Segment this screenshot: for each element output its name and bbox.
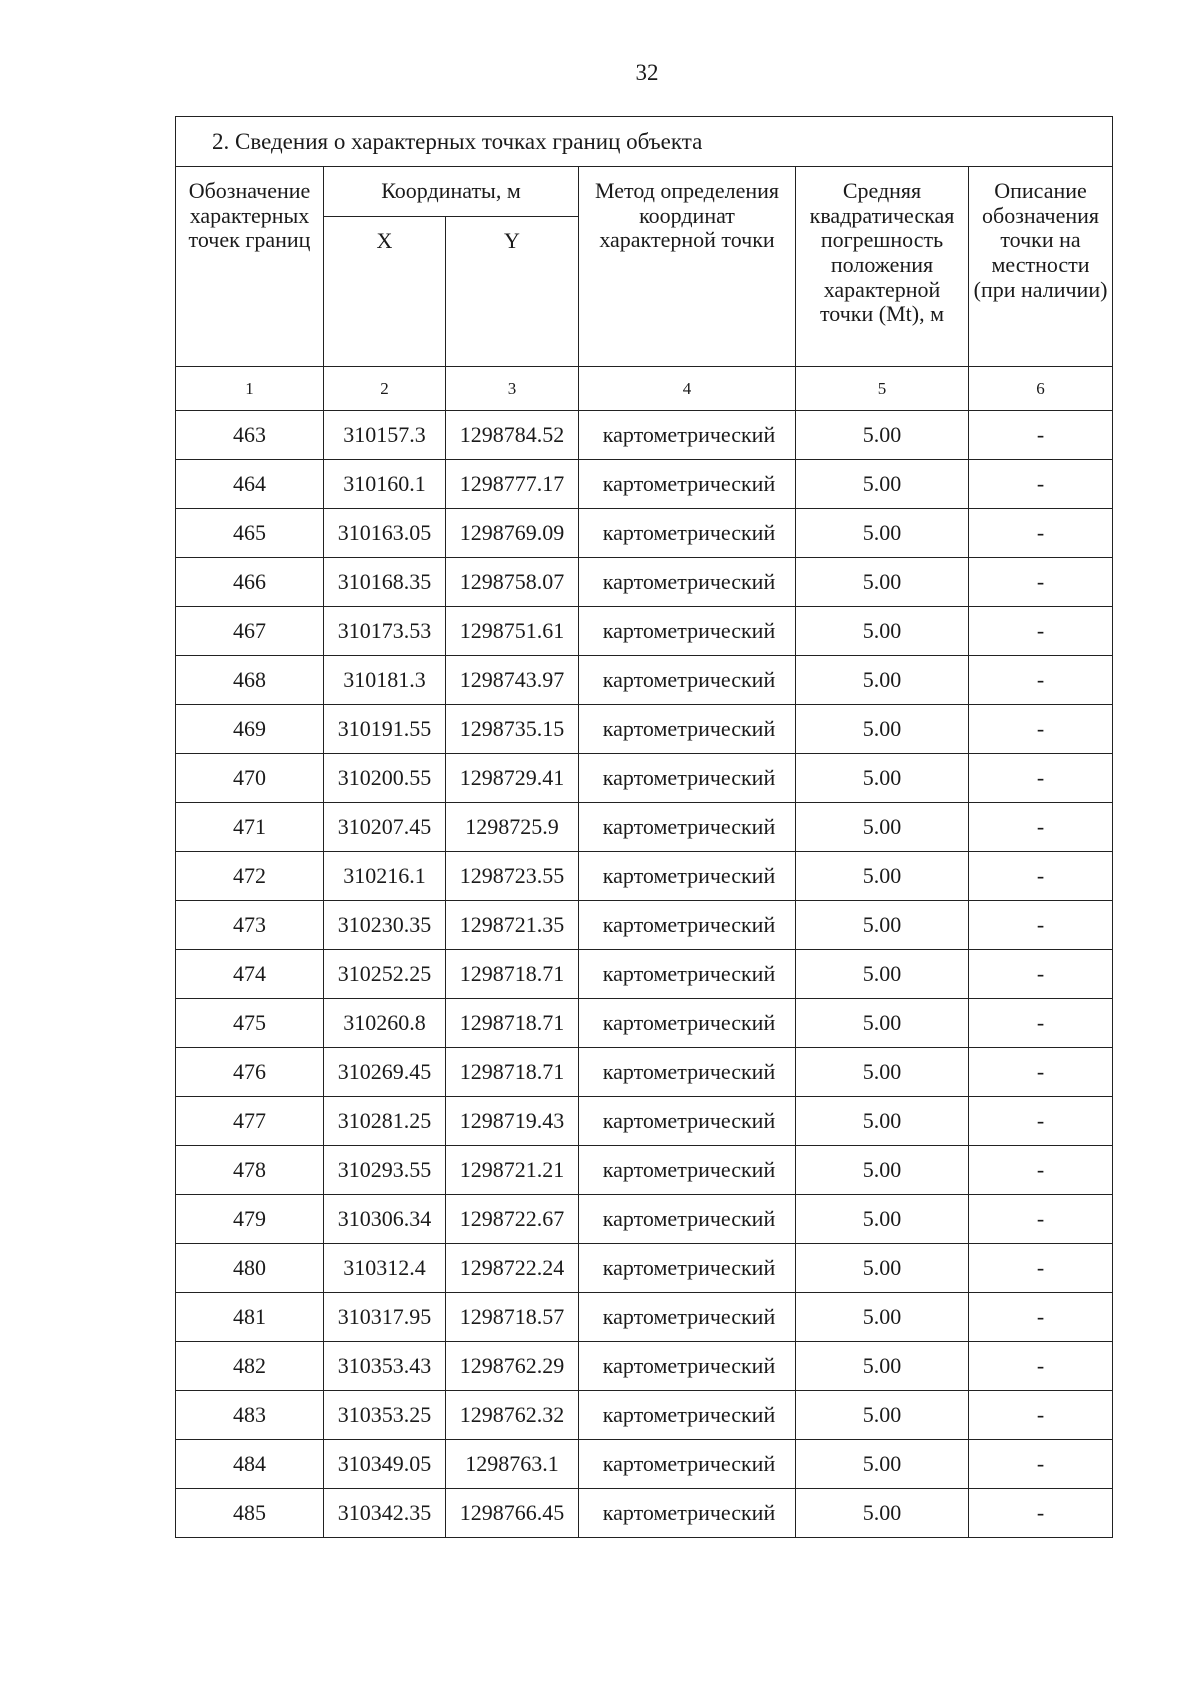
y-coordinate-cell: 1298721.21 (446, 1146, 579, 1195)
table-row (176, 509, 1113, 558)
mean-error-cell: 5.00 (796, 705, 969, 754)
point-id-cell: 471 (176, 803, 324, 852)
mean-error-cell: 5.00 (796, 754, 969, 803)
point-id-cell: 481 (176, 1293, 324, 1342)
header-y: Y (446, 217, 579, 367)
method-cell: картометрический (579, 460, 796, 509)
table-row (176, 999, 1113, 1048)
table-row (176, 1097, 1113, 1146)
x-coordinate-cell: 310191.55 (324, 705, 446, 754)
table-row (176, 705, 1113, 754)
header-mean-error: Средняя квадратическая погрешность положения характерной точки (Mt), м (796, 167, 969, 367)
header-coordinates: Координаты, м (324, 167, 579, 217)
table-row (176, 411, 1113, 460)
x-coordinate-cell: 310317.95 (324, 1293, 446, 1342)
table-row (176, 1146, 1113, 1195)
method-cell: картометрический (579, 901, 796, 950)
method-cell: картометрический (579, 852, 796, 901)
mean-error-cell: 5.00 (796, 607, 969, 656)
description-cell: - (969, 705, 1113, 754)
point-id-cell: 485 (176, 1489, 324, 1538)
x-coordinate-cell: 310306.34 (324, 1195, 446, 1244)
y-coordinate-cell: 1298723.55 (446, 852, 579, 901)
description-cell: - (969, 1048, 1113, 1097)
point-id-cell: 470 (176, 754, 324, 803)
column-number: 2 (324, 367, 446, 411)
method-cell: картометрический (579, 999, 796, 1048)
mean-error-cell: 5.00 (796, 1391, 969, 1440)
mean-error-cell: 5.00 (796, 1048, 969, 1097)
description-cell: - (969, 411, 1113, 460)
point-id-cell: 477 (176, 1097, 324, 1146)
mean-error-cell: 5.00 (796, 1244, 969, 1293)
description-cell: - (969, 558, 1113, 607)
description-cell: - (969, 1195, 1113, 1244)
method-cell: картометрический (579, 1097, 796, 1146)
y-coordinate-cell: 1298721.35 (446, 901, 579, 950)
x-coordinate-cell: 310349.05 (324, 1440, 446, 1489)
x-coordinate-cell: 310157.3 (324, 411, 446, 460)
method-cell: картометрический (579, 1293, 796, 1342)
description-cell: - (969, 1244, 1113, 1293)
x-coordinate-cell: 310216.1 (324, 852, 446, 901)
point-id-cell: 476 (176, 1048, 324, 1097)
point-id-cell: 473 (176, 901, 324, 950)
x-coordinate-cell: 310342.35 (324, 1489, 446, 1538)
point-id-cell: 464 (176, 460, 324, 509)
x-coordinate-cell: 310207.45 (324, 803, 446, 852)
table-row (176, 1391, 1113, 1440)
y-coordinate-cell: 1298751.61 (446, 607, 579, 656)
method-cell: картометрический (579, 656, 796, 705)
method-cell: картометрический (579, 1048, 796, 1097)
column-number: 4 (579, 367, 796, 411)
description-cell: - (969, 1489, 1113, 1538)
mean-error-cell: 5.00 (796, 509, 969, 558)
method-cell: картометрический (579, 754, 796, 803)
y-coordinate-cell: 1298722.24 (446, 1244, 579, 1293)
header-point-designation: Обозначение характерных точек границ (176, 167, 324, 367)
mean-error-cell: 5.00 (796, 1146, 969, 1195)
mean-error-cell: 5.00 (796, 1440, 969, 1489)
description-cell: - (969, 1440, 1113, 1489)
point-id-cell: 480 (176, 1244, 324, 1293)
x-coordinate-cell: 310312.4 (324, 1244, 446, 1293)
mean-error-cell: 5.00 (796, 411, 969, 460)
y-coordinate-cell: 1298743.97 (446, 656, 579, 705)
mean-error-cell: 5.00 (796, 1097, 969, 1146)
y-coordinate-cell: 1298719.43 (446, 1097, 579, 1146)
point-id-cell: 478 (176, 1146, 324, 1195)
y-coordinate-cell: 1298766.45 (446, 1489, 579, 1538)
y-coordinate-cell: 1298718.57 (446, 1293, 579, 1342)
method-cell: картометрический (579, 411, 796, 460)
point-id-cell: 466 (176, 558, 324, 607)
header-method: Метод определения координат характерной точки (579, 167, 796, 367)
mean-error-cell: 5.00 (796, 999, 969, 1048)
y-coordinate-cell: 1298758.07 (446, 558, 579, 607)
y-coordinate-cell: 1298762.29 (446, 1342, 579, 1391)
y-coordinate-cell: 1298718.71 (446, 1048, 579, 1097)
y-coordinate-cell: 1298735.15 (446, 705, 579, 754)
header-x: X (324, 217, 446, 367)
method-cell: картометрический (579, 1244, 796, 1293)
mean-error-cell: 5.00 (796, 656, 969, 705)
method-cell: картометрический (579, 509, 796, 558)
column-number: 6 (969, 367, 1113, 411)
mean-error-cell: 5.00 (796, 558, 969, 607)
boundary-points-table (175, 116, 1113, 1538)
table-row (176, 950, 1113, 999)
y-coordinate-cell: 1298725.9 (446, 803, 579, 852)
x-coordinate-cell: 310168.35 (324, 558, 446, 607)
method-cell: картометрический (579, 1146, 796, 1195)
x-coordinate-cell: 310252.25 (324, 950, 446, 999)
description-cell: - (969, 999, 1113, 1048)
point-id-cell: 463 (176, 411, 324, 460)
method-cell: картометрический (579, 558, 796, 607)
y-coordinate-cell: 1298762.32 (446, 1391, 579, 1440)
method-cell: картометрический (579, 1342, 796, 1391)
y-coordinate-cell: 1298777.17 (446, 460, 579, 509)
table-row (176, 460, 1113, 509)
description-cell: - (969, 803, 1113, 852)
y-coordinate-cell: 1298729.41 (446, 754, 579, 803)
column-number: 3 (446, 367, 579, 411)
x-coordinate-cell: 310281.25 (324, 1097, 446, 1146)
y-coordinate-cell: 1298722.67 (446, 1195, 579, 1244)
mean-error-cell: 5.00 (796, 460, 969, 509)
method-cell: картометрический (579, 1391, 796, 1440)
point-id-cell: 467 (176, 607, 324, 656)
table-row (176, 1342, 1113, 1391)
point-id-cell: 482 (176, 1342, 324, 1391)
table-row (176, 1489, 1113, 1538)
description-cell: - (969, 607, 1113, 656)
y-coordinate-cell: 1298784.52 (446, 411, 579, 460)
method-cell: картометрический (579, 1195, 796, 1244)
description-cell: - (969, 852, 1113, 901)
x-coordinate-cell: 310269.45 (324, 1048, 446, 1097)
mean-error-cell: 5.00 (796, 852, 969, 901)
x-coordinate-cell: 310181.3 (324, 656, 446, 705)
point-id-cell: 484 (176, 1440, 324, 1489)
table-row (176, 656, 1113, 705)
method-cell: картометрический (579, 705, 796, 754)
method-cell: картометрический (579, 1489, 796, 1538)
point-id-cell: 483 (176, 1391, 324, 1440)
table-row (176, 852, 1113, 901)
x-coordinate-cell: 310353.43 (324, 1342, 446, 1391)
mean-error-cell: 5.00 (796, 1293, 969, 1342)
mean-error-cell: 5.00 (796, 901, 969, 950)
mean-error-cell: 5.00 (796, 803, 969, 852)
mean-error-cell: 5.00 (796, 1489, 969, 1538)
table-row (176, 1244, 1113, 1293)
column-number-row (176, 367, 1113, 411)
description-cell: - (969, 460, 1113, 509)
x-coordinate-cell: 310293.55 (324, 1146, 446, 1195)
table-row (176, 607, 1113, 656)
header-description: Описание обозначения точки на местности (при наличии) (969, 167, 1113, 367)
point-id-cell: 468 (176, 656, 324, 705)
description-cell: - (969, 509, 1113, 558)
description-cell: - (969, 1146, 1113, 1195)
point-id-cell: 465 (176, 509, 324, 558)
point-id-cell: 475 (176, 999, 324, 1048)
x-coordinate-cell: 310200.55 (324, 754, 446, 803)
description-cell: - (969, 1097, 1113, 1146)
description-cell: - (969, 656, 1113, 705)
x-coordinate-cell: 310260.8 (324, 999, 446, 1048)
x-coordinate-cell: 310163.05 (324, 509, 446, 558)
x-coordinate-cell: 310230.35 (324, 901, 446, 950)
x-coordinate-cell: 310160.1 (324, 460, 446, 509)
table-row (176, 901, 1113, 950)
table-row (176, 1293, 1113, 1342)
mean-error-cell: 5.00 (796, 950, 969, 999)
method-cell: картометрический (579, 803, 796, 852)
mean-error-cell: 5.00 (796, 1342, 969, 1391)
table-row (176, 558, 1113, 607)
table-row (176, 1195, 1113, 1244)
point-id-cell: 479 (176, 1195, 324, 1244)
x-coordinate-cell: 310353.25 (324, 1391, 446, 1440)
description-cell: - (969, 1342, 1113, 1391)
y-coordinate-cell: 1298769.09 (446, 509, 579, 558)
y-coordinate-cell: 1298718.71 (446, 999, 579, 1048)
y-coordinate-cell: 1298718.71 (446, 950, 579, 999)
description-cell: - (969, 754, 1113, 803)
table-row (176, 1048, 1113, 1097)
point-id-cell: 472 (176, 852, 324, 901)
method-cell: картометрический (579, 950, 796, 999)
point-id-cell: 474 (176, 950, 324, 999)
y-coordinate-cell: 1298763.1 (446, 1440, 579, 1489)
column-number: 5 (796, 367, 969, 411)
table-title: 2. Сведения о характерных точках границ объекта (176, 117, 1113, 167)
description-cell: - (969, 950, 1113, 999)
description-cell: - (969, 1391, 1113, 1440)
table-row (176, 754, 1113, 803)
mean-error-cell: 5.00 (796, 1195, 969, 1244)
description-cell: - (969, 901, 1113, 950)
column-number: 1 (176, 367, 324, 411)
description-cell: - (969, 1293, 1113, 1342)
page-number: 32 (635, 60, 659, 85)
point-id-cell: 469 (176, 705, 324, 754)
table-row (176, 803, 1113, 852)
method-cell: картометрический (579, 1440, 796, 1489)
table-row (176, 1440, 1113, 1489)
x-coordinate-cell: 310173.53 (324, 607, 446, 656)
method-cell: картометрический (579, 607, 796, 656)
